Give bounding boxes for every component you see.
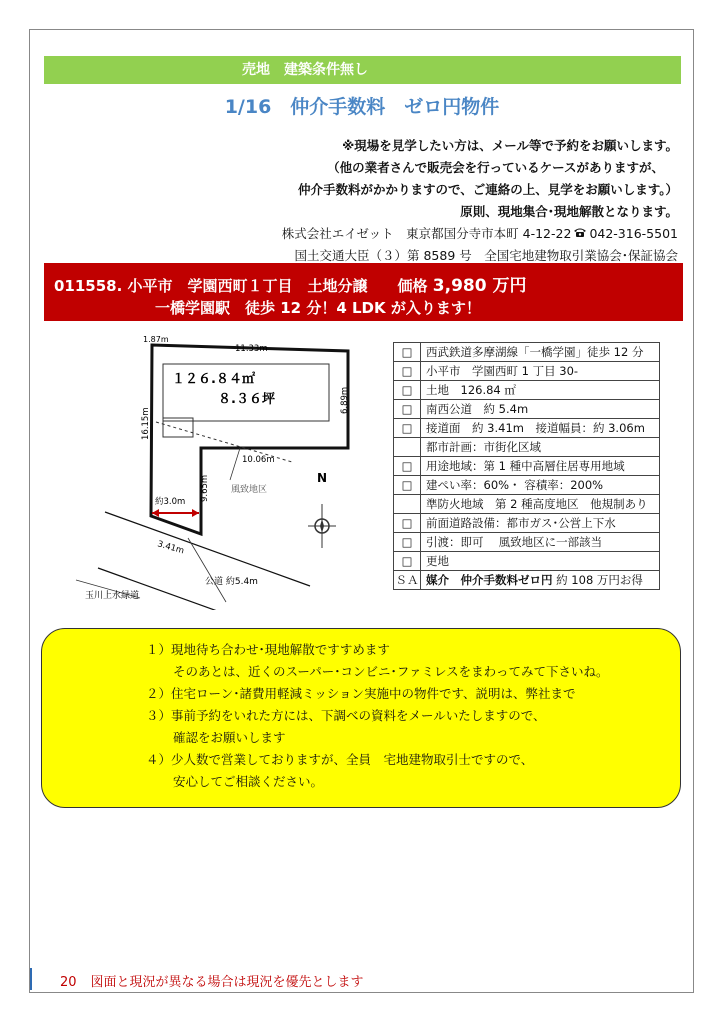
spec-value: 更地	[421, 552, 660, 571]
company-license: 国土交通大臣（３）第 8589 号 全国宅地建物取引業協会･保証協会	[294, 248, 678, 263]
road-width-leader	[188, 538, 226, 602]
spec-mark: □	[394, 514, 421, 533]
phone-icon	[573, 226, 587, 241]
point-line: そのあとは、近くのスーパー･コンビニ･ファミレスをまわってみて下さいね。	[173, 664, 609, 679]
company-line	[282, 224, 678, 242]
property-location: 011558. 小平市 学園西町１丁目 土地分譲 価格	[54, 277, 428, 295]
dim-width: 約3.0m	[155, 497, 186, 507]
spec-value: 用途地域：第 1 種中高層住居専用地域	[421, 457, 660, 476]
fee-zero-label: 媒介 仲介手数料ゼロ円	[426, 573, 553, 587]
spec-mark: □	[394, 552, 421, 571]
dim-top-left: 1.87m	[143, 335, 169, 344]
page-number: 20	[60, 975, 77, 990]
property-price: 3,980 万円	[432, 276, 527, 296]
spec-value: 南西公道 約 5.4m	[421, 400, 660, 419]
zone-leader	[230, 448, 240, 480]
canal-label: 玉川上水緑道	[85, 591, 140, 601]
spec-row	[394, 419, 660, 438]
spec-value: 土地 126.84 ㎡	[421, 381, 660, 400]
road-label: 公道 約5.4m	[205, 577, 258, 587]
point-line: ３）事前予約をいれた方には、下調べの資料をメールいたしますので、	[146, 708, 546, 723]
north-label: N	[317, 471, 328, 485]
point-line: 確認をお願いします	[173, 730, 286, 745]
spec-value: 建ぺい率：60%・ 容積率：200%	[421, 476, 660, 495]
spec-value: 引渡：即可 風致地区に一部該当	[421, 533, 660, 552]
spec-row	[394, 343, 660, 362]
headline: 1/16 仲介手数料 ゼロ円物件	[224, 96, 500, 118]
dim-top: 11.33m	[235, 344, 268, 354]
area-sqm: １２６.８４㎡	[172, 372, 255, 387]
road-upper-edge	[105, 512, 310, 586]
property-title	[54, 271, 526, 296]
footer	[60, 971, 364, 990]
spec-row	[394, 362, 660, 381]
dim-left: 16.15m	[141, 407, 151, 440]
spec-mark: □	[394, 381, 421, 400]
spec-row	[394, 400, 660, 419]
area-tsubo: ８.３６坪	[218, 392, 275, 407]
footer-bar	[30, 968, 32, 990]
point-line: ２）住宅ローン･諸費用軽減ミッション実施中の物件です、説明は、弊社まで	[146, 686, 576, 701]
spec-mark	[394, 438, 421, 457]
spec-mark: □	[394, 362, 421, 381]
spec-value: 小平市 学園西町 1 丁目 30-	[421, 362, 660, 381]
property-banner	[44, 263, 683, 321]
company-address: 株式会社エイゼット 東京都国分寺市本町 4-12-22	[281, 226, 572, 241]
compass-icon	[308, 504, 336, 548]
spec-row	[394, 381, 660, 400]
footer-note: 図面と現況が異なる場合は現況を優先とします	[90, 975, 364, 990]
company-phone: 042-316-5501	[589, 226, 678, 241]
sale-banner-text: 売地 建築条件無し	[242, 62, 368, 78]
property-subtitle: 一橋学園駅 徒歩 12 分！4 LDK が入ります！	[155, 299, 481, 317]
notice-line: ※現場を見学したい方は、メール等で予約をお願いします。	[342, 138, 678, 153]
spec-value: 接道面 約 3.41m 接道幅員：約 3.06m	[421, 419, 660, 438]
spec-row	[394, 476, 660, 495]
spec-mark: □	[394, 400, 421, 419]
spec-mark: ＳＡ	[394, 571, 421, 590]
spec-mark: □	[394, 419, 421, 438]
dim-inner: 9.65m	[200, 474, 210, 502]
zone-label: 風致地区	[231, 485, 268, 495]
spec-row	[394, 514, 660, 533]
spec-row	[394, 571, 660, 590]
spec-row	[394, 438, 660, 457]
fee-savings: 約 108 万円お得	[556, 573, 643, 587]
spec-table	[393, 342, 660, 590]
spec-value: 西武鉄道多摩湖線「一橋学園」徒歩 12 分	[421, 343, 660, 362]
dim-right: 6.89m	[340, 386, 350, 414]
spec-mark	[394, 495, 421, 514]
site-plan	[60, 330, 380, 610]
road-lower-edge	[98, 568, 220, 610]
spec-value: 準防火地域 第 2 種高度地区 他規制あり	[421, 495, 660, 514]
point-line: 安心してご相談ください。	[173, 774, 324, 789]
spec-row	[394, 552, 660, 571]
spec-mark: □	[394, 476, 421, 495]
notice-line: 仲介手数料がかかりますので、ご連絡の上、見学をお願いします。）	[297, 182, 678, 197]
spec-value: 都市計画：市街化区域	[421, 438, 660, 457]
point-line: ４）少人数で営業しておりますが、全員 宅地建物取引士ですので、	[146, 752, 534, 767]
dim-front: 3.41m	[156, 539, 186, 557]
sale-banner	[44, 56, 681, 84]
spec-mark: □	[394, 457, 421, 476]
spec-mark: □	[394, 343, 421, 362]
spec-mark: □	[394, 533, 421, 552]
spec-value: 前面道路設備：都市ガス･公営上下水	[421, 514, 660, 533]
dim-diag: 10.06m	[242, 455, 275, 465]
spec-row	[394, 533, 660, 552]
point-line: １）現地待ち合わせ･現地解散ですすめます	[146, 642, 390, 657]
notice-line: （他の業者さんで販売会を行っているケースがありますが、	[327, 160, 664, 175]
spec-row	[394, 495, 660, 514]
spec-value	[421, 571, 660, 590]
notice-line: 原則、現地集合･現地解散となります。	[460, 204, 678, 219]
width-arrow-head-right	[192, 509, 199, 517]
spec-row	[394, 457, 660, 476]
